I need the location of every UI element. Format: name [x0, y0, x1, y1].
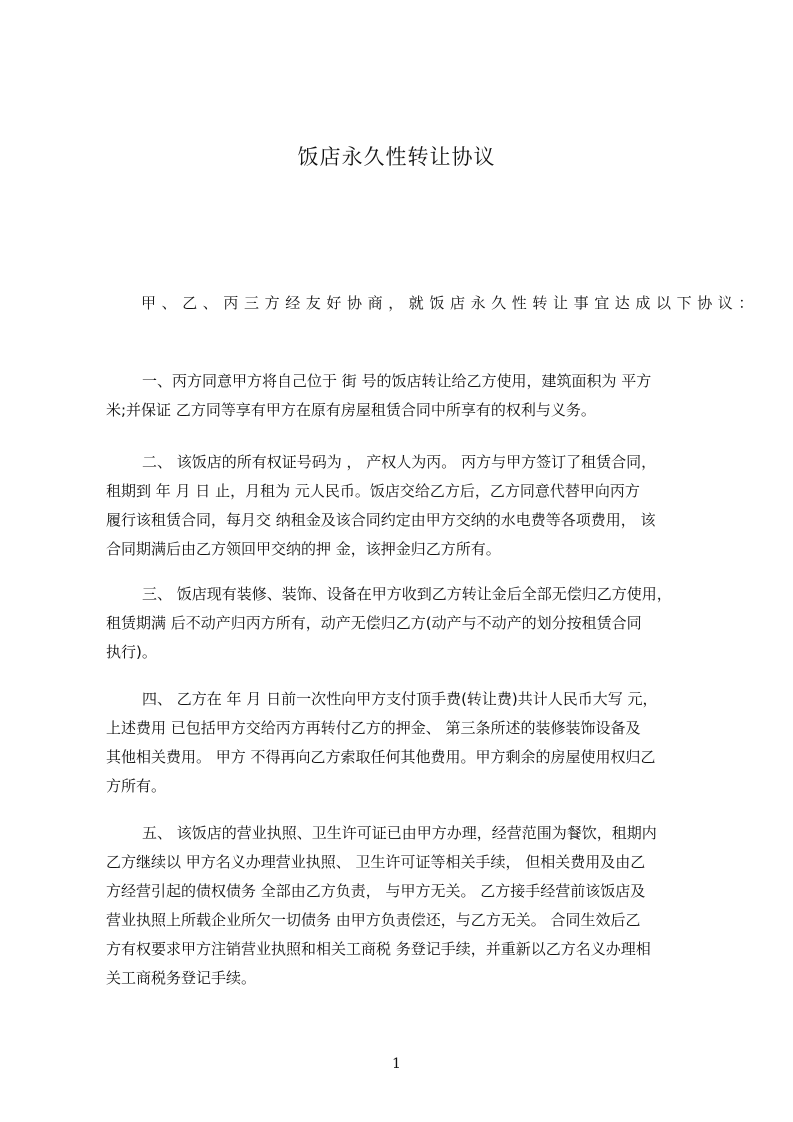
clause-line: 方所有。 — [106, 777, 167, 795]
clause-line: 合同期满后由乙方领回甲交纳的押 金，该押金归乙方所有。 — [106, 540, 501, 558]
page-number: 1 — [392, 1056, 401, 1072]
clause-line: 执行)。 — [106, 643, 157, 661]
clause-line: 米;并保证 乙方同等享有甲方在原有房屋租赁合同中所享有的权利与义务。 — [106, 401, 596, 419]
clause-line: 其他相关费用。 甲方 不得再向乙方索取任何其他费用。甲方剩余的房屋使用权归乙 — [106, 748, 656, 766]
document-title: 饭店永久性转让协议 — [297, 145, 496, 169]
clause-line: 四、 乙方在 年 月 日前一次性向甲方支付顶手费(转让费)共计人民币大写 元， — [142, 690, 658, 708]
clause-line: 营业执照上所载企业所欠一切债务 由甲方负责偿还，与乙方无关。 合同生效后乙 — [106, 911, 641, 929]
clause-5 — [106, 822, 702, 996]
clause-line: 三、 饭店现有装修、装饰、设备在甲方收到乙方转让金后全部无偿归乙方使用， — [142, 585, 672, 603]
clause-line: 租期到 年 月 日 止，月租为 元人民币。饭店交给乙方后，乙方同意代替甲向丙方 — [106, 482, 640, 500]
clause-line: 方有权要求甲方注销营业执照和相关工商税 务登记手续，并重新以乙方名义办理相 — [106, 940, 651, 958]
clause-1 — [106, 370, 702, 428]
clause-line: 二、 该饭店的所有权证号码为 ， 产权人为丙。 丙方与甲方签订了租赁合同， — [142, 453, 657, 471]
clause-line: 一、丙方同意甲方将自己位于 街 号的饭店转让给乙方使用，建筑面积为 平方 — [142, 372, 652, 390]
clause-line: 租赁期满 后不动产归丙方所有，动产无偿归乙方(动产与不动产的划分按租赁合同 — [106, 614, 642, 632]
clause-3 — [106, 583, 702, 670]
clause-line: 五、 该饭店的营业执照、卫生许可证已由甲方办理，经营范围为餐饮，租期内 — [142, 824, 657, 842]
clause-line: 履行该租赁合同，每月交 纳租金及该合同约定由甲方交纳的水电费等各项费用， 该 — [106, 511, 656, 529]
clause-line: 关工商税务登记手续。 — [106, 969, 257, 987]
clause-2 — [106, 451, 702, 567]
intro-paragraph: 甲、乙、丙三方经友好协商，就饭店永久性转让事宜达成以下协议： — [141, 294, 760, 312]
clause-line: 乙方继续以 甲方名义办理营业执照、 卫生许可证等相关手续， 但相关费用及由乙 — [106, 853, 646, 871]
clause-line: 上述费用 已包括甲方交给丙方再转付乙方的押金、 第三条所述的装修装饰设备及 — [106, 719, 641, 737]
clause-line: 方经营引起的债权债务 全部由乙方负责， 与甲方无关。 乙方接手经营前该饭店及 — [106, 882, 646, 900]
clause-4 — [106, 688, 702, 804]
